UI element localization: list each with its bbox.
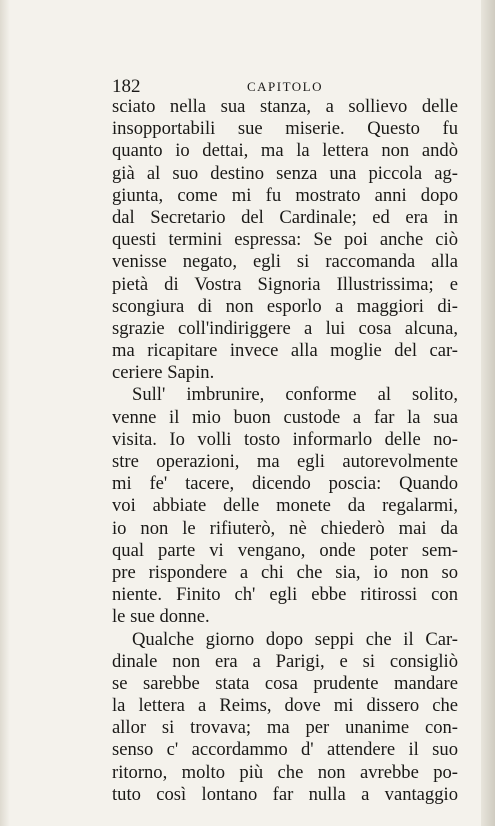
text-line: venne il mio buon custode a far la sua (112, 406, 458, 428)
text-line: la lettera a Reims, dove mi dissero che (112, 695, 458, 717)
paragraph (112, 96, 458, 384)
text-line: io non le rifiuterò, nè chiederò mai da (112, 517, 458, 539)
page-number: 182 (112, 76, 141, 97)
body-text (112, 96, 458, 806)
text-line: le sue donne. (112, 606, 210, 628)
text-line: mi fe' tacere, dicendo poscia: Quando (112, 473, 458, 495)
text-line: dinale non era a Parigi, e si consigliò (112, 650, 458, 672)
paragraph (112, 384, 458, 628)
text-line: Sull' imbrunire, conforme al solito, (132, 384, 458, 406)
text-line: pre rispondere a chi che sia, io non so (112, 561, 458, 583)
text-line: ma ricapitare invece alla moglie del car- (112, 340, 458, 362)
text-line: stre operazioni, ma egli autorevolmente (112, 451, 458, 472)
text-line: pietà di Vostra Signoria Illustrissima; e (112, 273, 458, 295)
page-fold-shadow (0, 0, 10, 826)
running-head: CAPITOLO (246, 79, 324, 94)
text-line: senso c' accordammo d' attendere il suo (112, 739, 458, 761)
text-line: sciato nella sua stanza, a sollievo delle (112, 96, 458, 117)
page-edge (481, 0, 495, 826)
text-line: ceriere Sapin. (112, 362, 215, 384)
text-line: già al suo destino senza una piccola ag- (112, 162, 458, 184)
text-line: questi termini espressa: Se poi anche ciò (112, 229, 458, 251)
text-line: quanto io dettai, ma la lettera non andò (112, 140, 458, 162)
text-line: se sarebbe stata cosa prudente mandare (112, 672, 458, 694)
text-line: Qualche giorno dopo seppi che il Car- (132, 628, 458, 650)
text-line: ritorno, molto più che non avrebbe po- (112, 761, 458, 783)
paragraph (112, 629, 458, 807)
text-line: scongiura di non esporlo a maggiori di- (112, 295, 458, 317)
text-line: qual parte vi vengano, onde poter sem- (112, 539, 458, 561)
text-line: tuto così lontano far nulla a vantaggio (112, 783, 458, 805)
text-line: niente. Finito ch' egli ebbe ritirossi con (112, 584, 458, 606)
text-line: voi abbiate delle monete da regalarmi, (112, 495, 458, 517)
text-line: dal Secretario del Cardinale; ed era in (112, 206, 458, 228)
text-line: sgrazie coll'indiriggere a lui cosa alcuna, (112, 317, 458, 339)
text-line: visita. Io volli tosto informarlo delle no- (112, 428, 458, 450)
text-line: giunta, come mi fu mostrato anni dopo (112, 184, 458, 206)
text-line: venisse negato, egli si raccomanda alla (112, 251, 458, 273)
text-line: allor si trovava; ma per unanime con- (112, 717, 458, 739)
text-line: insopportabili sue miserie. Questo fu (112, 118, 458, 140)
